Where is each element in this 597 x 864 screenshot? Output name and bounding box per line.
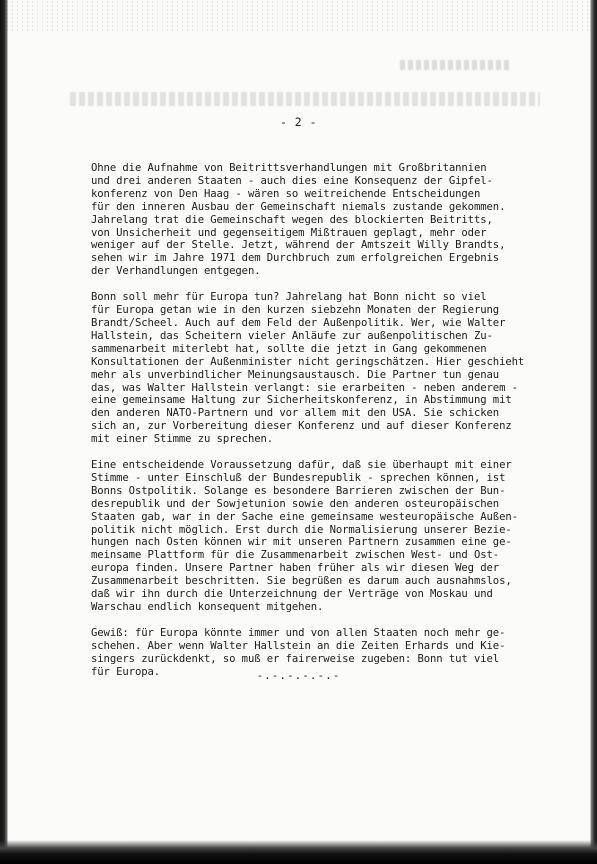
body-text bbox=[91, 162, 571, 692]
text-line: politik nicht möglich. Erst durch die Normalisierung unserer Bezie- bbox=[91, 523, 512, 536]
text-line: sammenarbeit miterlebt hat, sollte die jetzt in Gang gekommenen bbox=[91, 342, 487, 355]
text-line: singers zurückdenkt, so muß er fairerweise zugeben: Bonn tut viel bbox=[91, 652, 500, 665]
text-line: schehen. Aber wenn Walter Hallstein an die Zeiten Erhards und Kie- bbox=[91, 639, 506, 652]
text-line: Warschau endlich konsequent mitgehen. bbox=[91, 601, 324, 613]
text-line: Eine entscheidende Voraussetzung dafür, daß sie überhaupt mit einer bbox=[91, 459, 512, 472]
text-line: der Verhandlungen entgegen. bbox=[91, 265, 261, 278]
text-line: Konsultationen der Außenminister nicht geringschätzen. Hier geschieht bbox=[91, 355, 525, 368]
text-line: desrepublik und der Sowjetunion sowie den anderen osteuropäischen bbox=[91, 497, 500, 510]
text-line: Gewiß: für Europa könnte immer und von allen Staaten noch mehr ge- bbox=[91, 626, 506, 639]
text-line: von Unsicherheit und gegenseitigem Mißtrauen geplagt, mehr oder bbox=[91, 226, 487, 239]
scan-noise-top bbox=[0, 0, 597, 32]
scan-edge-left bbox=[0, 0, 8, 864]
text-line: mehr als unverbindlicher Meinungsaustausch. Die Partner tun genau bbox=[91, 368, 500, 381]
text-line: meinsame Plattform für die Zusammenarbeit zwischen West- und Ost- bbox=[91, 549, 500, 562]
text-line: Stimme - unter Einschluß der Bundesrepublik - sprechen können, ist bbox=[91, 471, 506, 484]
text-line: Zusammenarbeit beschritten. Sie begrüßen es darum auch ausnahmslos, bbox=[91, 575, 512, 588]
text-line: Jahrelang trat die Gemeinschaft wegen des blockierten Beitritts, bbox=[91, 213, 493, 226]
end-of-text-mark: -.-.-.-.-.- bbox=[256, 669, 341, 682]
text-line: das, was Walter Hallstein verlangt: sie erarbeiten - neben anderem - bbox=[91, 381, 518, 394]
text-line: den anderen NATO-Partnern und vor allem mit den USA. Sie schicken bbox=[91, 407, 500, 420]
text-line: Hallstein, das Scheitern vieler Anläufe zur außenpolitischen Zu- bbox=[91, 329, 493, 342]
bleed-through-line bbox=[70, 92, 540, 106]
text-line: für Europa. bbox=[91, 665, 161, 678]
text-line: konferenz von Den Haag - wären so weitreichende Entscheidungen bbox=[91, 187, 481, 200]
text-line: für Europa getan wie in den kurzen siebzehn Monaten der Regierung bbox=[91, 304, 500, 317]
text-line: Ohne die Aufnahme von Beitrittsverhandlungen mit Großbritannien bbox=[91, 162, 487, 174]
text-line: weniger auf der Stelle. Jetzt, während der Amtszeit Willy Brandts, bbox=[91, 239, 506, 252]
text-line: sehen wir im Jahre 1971 dem Durchbruch zum erfolgreichen Ergebnis bbox=[91, 252, 500, 265]
scan-edge-right bbox=[590, 0, 597, 864]
text-line: Bonn soll mehr für Europa tun? Jahrelang hat Bonn nicht so viel bbox=[91, 291, 487, 304]
text-line: daß wir ihn durch die Unterzeichnung der Verträge von Moskau und bbox=[91, 588, 493, 601]
text-line: Staaten gab, war in der Sache eine gemeinsame westeuropäische Außen- bbox=[91, 510, 518, 523]
bleed-through-mark bbox=[400, 60, 510, 70]
text-line: Bonns Ostpolitik. Solange es besondere Barrieren zwischen der Bun- bbox=[91, 484, 506, 497]
page-number: - 2 - bbox=[279, 115, 318, 129]
scan-edge-bottom bbox=[0, 840, 597, 864]
paragraph-foreign-policy bbox=[91, 291, 571, 446]
text-line: sich an, zur Vorbereitung dieser Konferenz und auf dieser Konferenz bbox=[91, 420, 512, 433]
text-line: Brandt/Scheel. Auch auf dem Feld der Außenpolitik. Wer, wie Walter bbox=[91, 316, 506, 329]
text-line: europa finden. Unsere Partner haben früher als wir diesen Weg der bbox=[91, 562, 500, 575]
text-line: hungen nach Osten können wir mit unseren Partnern zusammen eine ge- bbox=[91, 536, 512, 549]
paragraph-ostpolitik bbox=[91, 459, 571, 614]
paragraph-eu-accession bbox=[91, 162, 571, 278]
text-line: eine gemeinsame Haltung zur Sicherheitskonferenz, in Abstimmung mit bbox=[91, 394, 512, 407]
text-line: und drei anderen Staaten - auch dies eine Konsequenz der Gipfel- bbox=[91, 174, 493, 187]
text-line: für den inneren Ausbau der Gemeinschaft niemals zustande gekommen. bbox=[91, 200, 506, 213]
text-line: mit einer Stimme zu sprechen. bbox=[91, 433, 274, 446]
